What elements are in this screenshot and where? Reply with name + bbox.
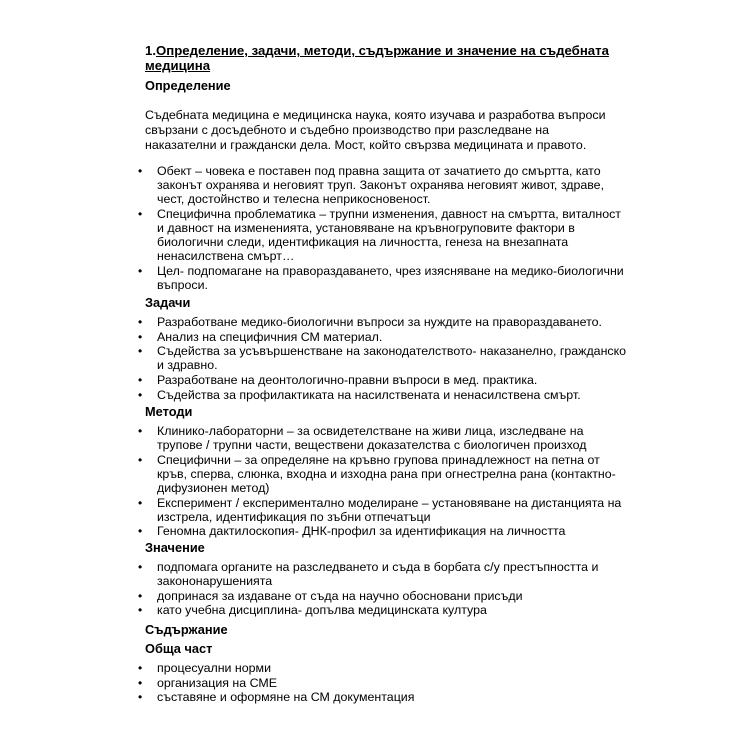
bullet-icon: •: [138, 315, 143, 329]
list-item-text: процесуални норми: [157, 661, 271, 675]
list-item: [138, 315, 628, 329]
title-number: 1.: [145, 43, 156, 58]
list-item-text: подпомага органите на разследването и съда в борбата с/у престъпността и закононарушенията: [157, 560, 599, 589]
list-item: [138, 603, 628, 617]
content-list: [138, 661, 628, 705]
bullet-icon: •: [138, 588, 143, 603]
list-item-text: Разработване медико-биологични въпроси за нуждите на правораздаването.: [157, 315, 603, 329]
list-item-text: Цел- подпомагане на правораздаването, чрез изясняване на медико-биологични въпроси.: [157, 263, 624, 292]
list-item: [138, 676, 628, 690]
list-item: [138, 388, 628, 402]
list-item: [138, 690, 628, 704]
list-item-text: Специфични – за определяне на кръвно групова принадлежност на петна от кръв, сперва, слюнка, входна и изходна рана при огнестрелна рана (контактно-дифузионен метод): [157, 452, 616, 495]
list-item: [138, 524, 628, 538]
list-item: [138, 164, 628, 206]
list-item: [138, 330, 628, 344]
bullet-icon: •: [138, 329, 143, 344]
list-item-text: като учебна дисциплина- допълва медицинската култура: [157, 603, 487, 618]
bullet-icon: •: [138, 690, 143, 705]
list-item: [138, 207, 628, 263]
bullet-icon: •: [138, 424, 143, 438]
list-item-text: Обект – човека е поставен под правна защита от зачатието до смъртта, като законът охранява и неговият труп. Законът охранява неговият живот, здраве, чест, достойнство и телесна неприкосновеност.: [157, 164, 605, 207]
bullet-icon: •: [138, 373, 143, 388]
definition-list: [138, 164, 628, 293]
list-item-text: Експеримент / експериментално моделиране – установяване на дистанцията на изстрела, идентификация по зъбни отпечатъци: [157, 495, 622, 524]
bullet-icon: •: [138, 661, 143, 675]
bullet-icon: •: [138, 560, 143, 574]
list-item: [138, 496, 628, 524]
methods-list: [138, 424, 628, 539]
bullet-icon: •: [138, 603, 143, 618]
document-title: [145, 44, 625, 73]
heading-definition: Определение: [145, 78, 231, 93]
list-item-text: съставяне и оформяне на СМ документация: [157, 690, 415, 705]
list-item: [138, 661, 628, 675]
list-item-text: Съдейства за профилактиката на насилствената и ненасилствена смърт.: [157, 387, 581, 402]
list-item: [138, 560, 628, 588]
heading-methods: Методи: [145, 404, 193, 419]
bullet-icon: •: [138, 675, 143, 690]
title-text: Определение, задачи, методи, съдържание и значение на съдебната медицина: [145, 43, 609, 73]
list-item-text: допринася за издаване от съда на научно обосновани присъди: [157, 588, 523, 603]
definition-paragraph: Съдебната медицина е медицинска наука, която изучава и разработва въпроси свързани с досъдебното и съдебно производство при разследване на наказателни и граждански дела. Мост, който свързва медицината и правото.: [145, 108, 606, 152]
list-item: [138, 373, 628, 387]
bullet-icon: •: [138, 452, 143, 467]
significance-list: [138, 560, 628, 618]
list-item-text: Геномна дактилоскопия- ДНК-профил за идентификация на личността: [157, 524, 566, 539]
list-item-text: Съдейства за усъвършенстване на законодателството- наказанелно, гражданско и здравно.: [157, 344, 627, 373]
list-item-text: Анализ на специфичния СМ материал.: [157, 329, 383, 344]
bullet-icon: •: [138, 387, 143, 402]
list-item-text: Разработване на деонтологично-правни въпроси в мед. практика.: [157, 373, 538, 388]
subheading-general-part: Обща част: [145, 641, 213, 656]
list-item-text: Специфична проблематика – трупни изменения, давност на смъртта, виталност и давност на измененията, установяване на кръвногруповите фактори в биологични следи, идентификация на личността, генеза на внезапната ненасилствена смърт…: [157, 206, 621, 264]
bullet-icon: •: [138, 263, 143, 278]
list-item: [138, 344, 628, 372]
heading-tasks: Задачи: [145, 295, 191, 310]
list-item-text: Клинико-лабораторни – за освидетелстване на живи лица, изследване на трупове / трупни части, веществени доказателства с биологичен произход: [157, 424, 587, 453]
bullet-icon: •: [138, 206, 143, 221]
list-item: [138, 453, 628, 495]
bullet-icon: •: [138, 164, 143, 178]
bullet-icon: •: [138, 495, 143, 510]
list-item-text: организация на СМЕ: [157, 675, 277, 690]
heading-significance: Значение: [145, 540, 205, 555]
list-item: [138, 424, 628, 452]
heading-content: Съдържание: [145, 622, 228, 637]
tasks-list: [138, 315, 628, 403]
list-item: [138, 264, 628, 292]
bullet-icon: •: [138, 524, 143, 539]
bullet-icon: •: [138, 344, 143, 359]
list-item: [138, 589, 628, 603]
